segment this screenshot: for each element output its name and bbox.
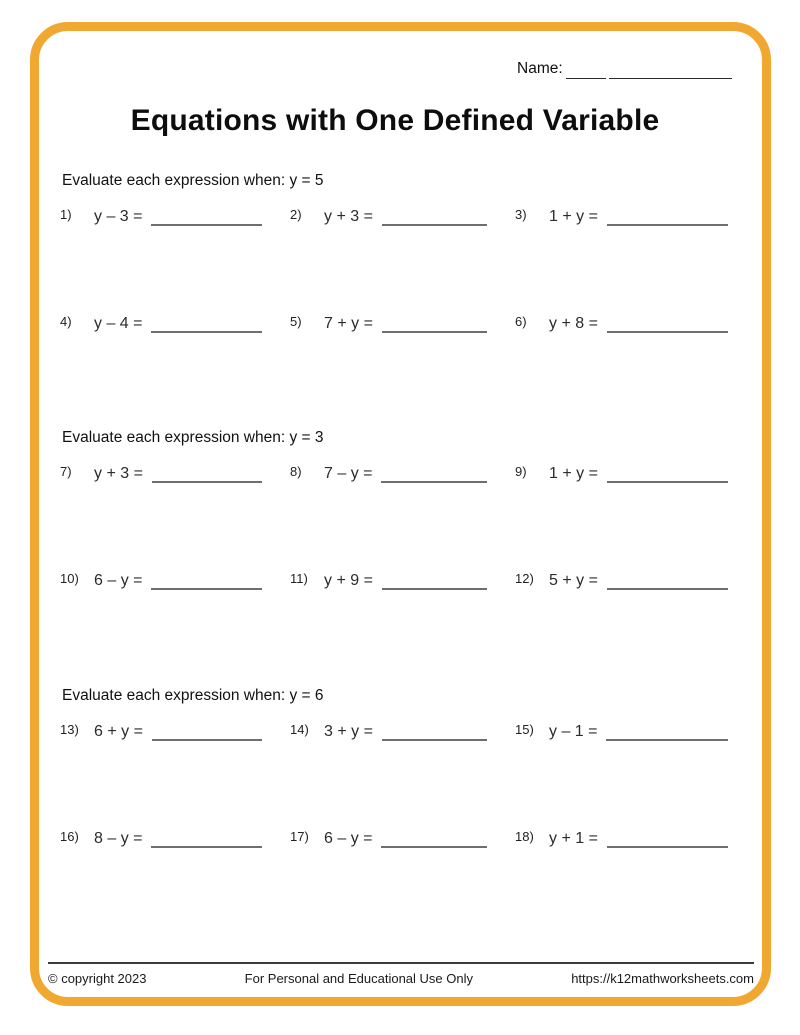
problem-number: 13) (60, 722, 79, 737)
answer-blank[interactable] (151, 214, 262, 226)
page-border-frame (30, 22, 771, 1006)
problem-number: 8) (290, 464, 302, 479)
problem-1 (60, 208, 290, 226)
problem-expression: y + 9 = (324, 572, 373, 589)
problem-6 (515, 315, 728, 333)
name-label: Name: (517, 60, 563, 77)
problem-expression: y + 3 = (94, 465, 143, 482)
answer-blank[interactable] (607, 321, 728, 333)
problem-11 (290, 572, 515, 590)
answer-blank[interactable] (151, 321, 262, 333)
answer-blank[interactable] (607, 471, 728, 483)
problem-expression: y + 1 = (549, 830, 598, 847)
footer-copyright: © copyright 2023 (48, 971, 147, 986)
problem-13 (60, 723, 290, 741)
answer-blank[interactable] (382, 729, 487, 741)
problem-number: 17) (290, 829, 309, 844)
problem-expression: y – 4 = (94, 315, 143, 332)
problem-expression: y – 1 = (549, 723, 598, 740)
answer-blank[interactable] (152, 471, 262, 483)
problem-number: 18) (515, 829, 534, 844)
problem-expression: y – 3 = (94, 208, 143, 225)
problem-expression: 7 + y = (324, 315, 373, 332)
problem-12 (515, 572, 728, 590)
problem-expression: 8 – y = (94, 830, 143, 847)
problem-number: 7) (60, 464, 72, 479)
problem-expression: y + 3 = (324, 208, 373, 225)
problem-number: 2) (290, 207, 302, 222)
problem-expression: 5 + y = (549, 572, 598, 589)
problem-expression: 6 – y = (324, 830, 373, 847)
answer-blank[interactable] (151, 578, 262, 590)
problem-number: 1) (60, 207, 72, 222)
section-instruction: Evaluate each expression when: y = 5 (62, 172, 324, 189)
answer-blank[interactable] (382, 214, 487, 226)
problem-number: 11) (290, 571, 308, 586)
problem-row (60, 208, 728, 226)
answer-blank[interactable] (607, 836, 728, 848)
problem-expression: y + 8 = (549, 315, 598, 332)
problem-row (60, 572, 728, 590)
problem-expression: 1 + y = (549, 465, 598, 482)
problem-number: 10) (60, 571, 79, 586)
problem-row (60, 315, 728, 333)
problem-number: 4) (60, 314, 72, 329)
problem-expression: 3 + y = (324, 723, 373, 740)
problem-number: 16) (60, 829, 79, 844)
problem-10 (60, 572, 290, 590)
problem-number: 6) (515, 314, 527, 329)
answer-blank[interactable] (152, 729, 262, 741)
problem-number: 12) (515, 571, 534, 586)
problem-17 (290, 830, 515, 848)
problem-number: 3) (515, 207, 527, 222)
name-blank-line[interactable] (609, 62, 732, 79)
problem-9 (515, 465, 728, 483)
name-blank-line[interactable] (566, 62, 606, 79)
answer-blank[interactable] (607, 214, 728, 226)
footer-divider (48, 962, 754, 964)
footer-website-link[interactable]: https://k12mathworksheets.com (571, 971, 754, 986)
footer (48, 971, 754, 986)
answer-blank[interactable] (606, 729, 728, 741)
answer-blank[interactable] (607, 578, 728, 590)
problem-row (60, 465, 728, 483)
problem-5 (290, 315, 515, 333)
section-instruction: Evaluate each expression when: y = 6 (62, 687, 324, 704)
problem-row (60, 723, 728, 741)
answer-blank[interactable] (381, 836, 487, 848)
problem-number: 15) (515, 722, 534, 737)
section-instruction: Evaluate each expression when: y = 3 (62, 429, 324, 446)
problem-number: 5) (290, 314, 302, 329)
answer-blank[interactable] (382, 321, 487, 333)
problem-14 (290, 723, 515, 741)
problem-4 (60, 315, 290, 333)
answer-blank[interactable] (151, 836, 262, 848)
page-title: Equations with One Defined Variable (130, 104, 660, 137)
name-field-row (517, 60, 732, 79)
problem-16 (60, 830, 290, 848)
problem-number: 9) (515, 464, 527, 479)
footer-usage-note: For Personal and Educational Use Only (244, 971, 474, 986)
problem-row (60, 830, 728, 848)
problem-8 (290, 465, 515, 483)
problem-number: 14) (290, 722, 309, 737)
answer-blank[interactable] (381, 471, 487, 483)
problem-expression: 6 + y = (94, 723, 143, 740)
problem-18 (515, 830, 728, 848)
problem-expression: 7 – y = (324, 465, 373, 482)
problem-expression: 1 + y = (549, 208, 598, 225)
problem-2 (290, 208, 515, 226)
answer-blank[interactable] (382, 578, 487, 590)
problem-3 (515, 208, 728, 226)
problem-7 (60, 465, 290, 483)
problem-15 (515, 723, 728, 741)
problem-expression: 6 – y = (94, 572, 143, 589)
